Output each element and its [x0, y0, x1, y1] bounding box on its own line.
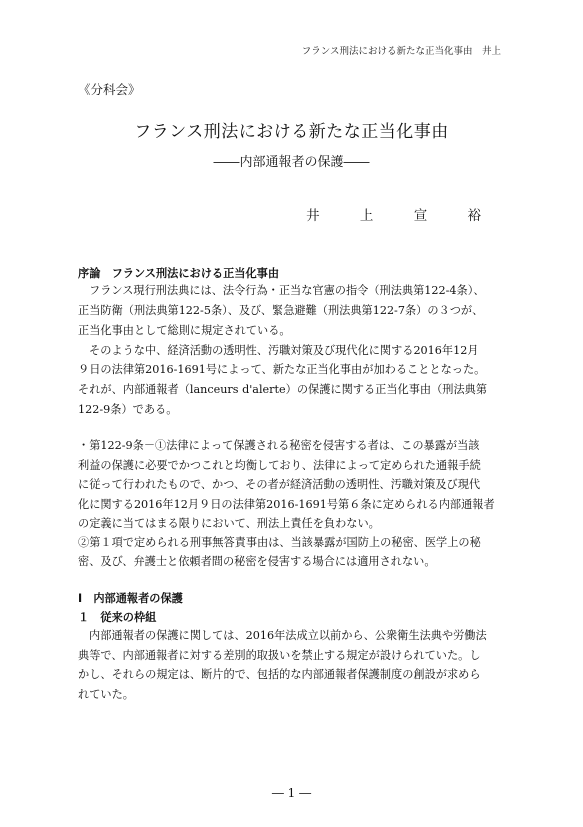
body-line: 内部通報者の保護に関しては、2016年法成立以前から、公衆衛生法典や労働法 — [89, 629, 487, 642]
intro-line: 122-9条）である。 — [78, 403, 178, 416]
intro-line: それが、内部通報者（lanceurs d'alerte）の保護に関する正当化事由（刑法典第 — [78, 383, 488, 396]
intro-line: 正当化事由として総則に規定されている。 — [78, 324, 291, 337]
article-line: 化に関する2016年12月９日の法律第2016-1691号第６条に定められる内部通報者 — [78, 498, 495, 511]
article-line: に従って行われたもので、かつ、その者が経済活動の透明性、汚職対策及び現代 — [78, 478, 481, 491]
section-tag: 《分科会》 — [78, 82, 141, 97]
article-line: 密、及び、弁護士と依頼者間の秘密を侵害する場合には適用されない。 — [78, 555, 436, 568]
running-head: フランス刑法における新たな正当化事由 井上 — [301, 46, 501, 57]
page-title: フランス刑法における新たな正当化事由 — [134, 122, 449, 142]
section-heading: Ⅰ 内部通報者の保護 — [78, 592, 183, 605]
intro-heading: 序論 フランス刑法における正当化事由 — [78, 267, 280, 280]
body-line: 典等で、内部通報者に対する差別的取扱いを禁止する規定が設けられていた。し — [78, 649, 481, 662]
article-line: 利益の保護に必要でかつこれと均衡しており、法律によって定められた通報手続 — [78, 459, 481, 472]
intro-line: ９日の法律第2016-1691号によって、新たな正当化事由が加わることとなった。 — [78, 363, 486, 376]
intro-line: 正当防衛（刑法典第122-5条）、及び、緊急避難（刑法典第122-7条）の３つが、 — [78, 304, 484, 317]
article-line: ・第122-9条－①法律によって保護される秘密を侵害する者は、この暴露が当該 — [78, 439, 480, 452]
author-name: 井 上 宣 裕 — [306, 208, 499, 224]
body-line: れていた。 — [78, 688, 134, 701]
article-line: ②第１項で定められる刑事無答責事由は、当該暴露が国防上の秘密、医学上の秘 — [78, 536, 481, 549]
article-line: の定義に当てはまる限りにおいて、刑法上責任を負わない。 — [78, 517, 380, 530]
subsection-heading: １ 従来の枠組 — [78, 611, 157, 624]
body-line: かし、それらの規定は、断片的で、包括的な内部通報者保護制度の創設が求めら — [78, 668, 481, 681]
intro-line: フランス現行刑法典には、法令行為・正当な官憲の指令（刑法典第122-4条）、 — [89, 284, 485, 297]
page-number: ― 1 ― — [271, 786, 312, 800]
intro-line: そのような中、経済活動の透明性、汚職対策及び現代化に関する2016年12月 — [89, 344, 479, 357]
page-subtitle: ――内部通報者の保護―― — [213, 155, 370, 170]
